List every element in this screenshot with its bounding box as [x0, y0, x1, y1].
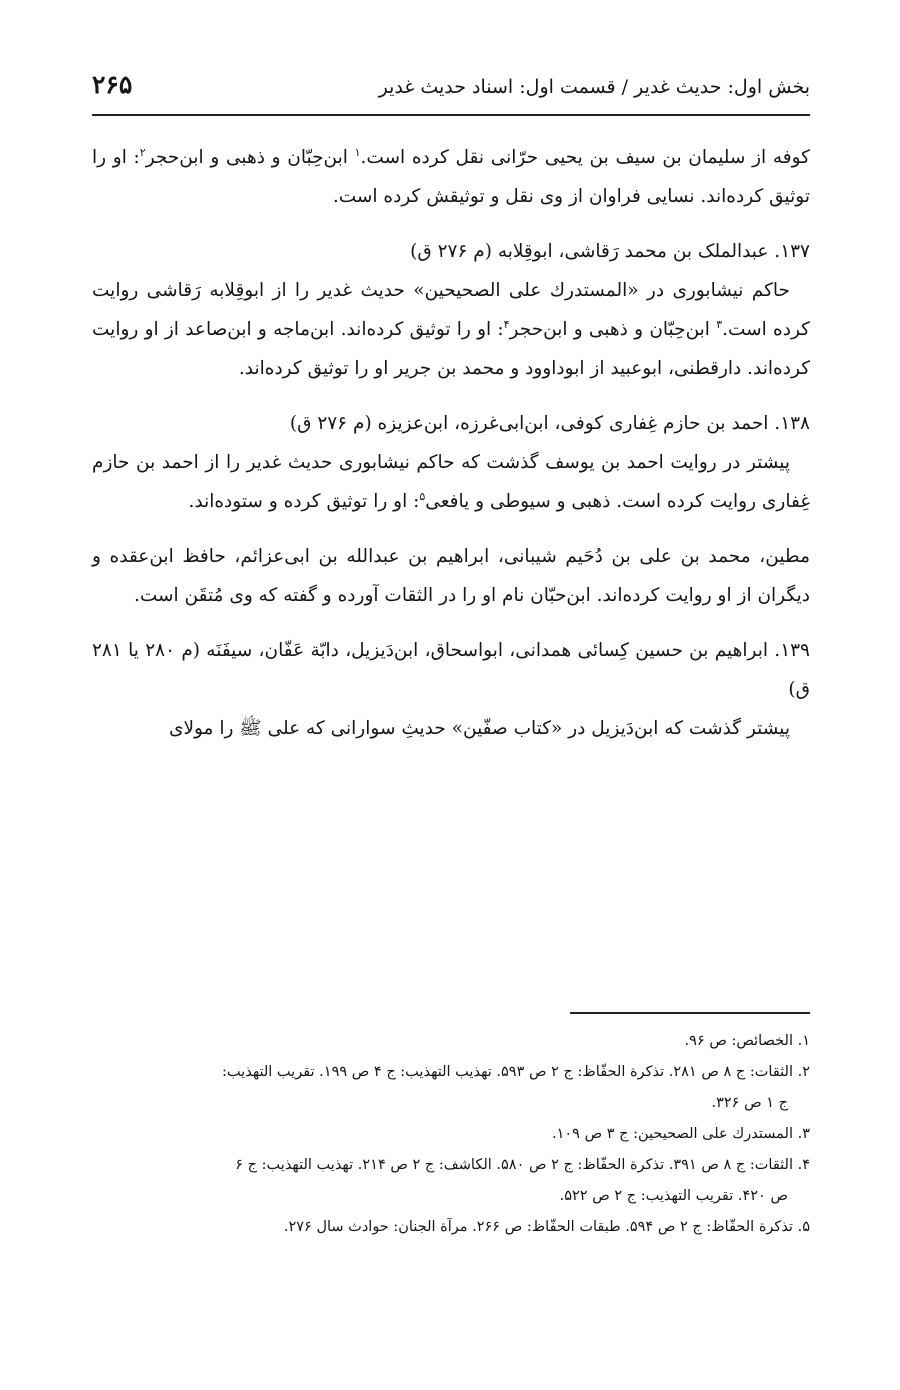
- footnote-ref-4: ۴: [503, 317, 510, 331]
- footnote-ref-3: ۳: [716, 317, 723, 331]
- entry-paragraph-137: حاکم نیشابوری در «المستدرك علی الصحیحین» حدیث غدیر را از ابوقِلابه رَقاشی روایت کرده است.$^۳$ ابن‌حِبّان و ذهبی و ابن‌حجر$^۴$: او را توثیق کرده‌اند. ابن‌ماجه و ابن‌صاعد از او روایت کرده‌اند. دارقطنی، ابوعبید از ابوداوود و محمد بن جریر او را توثیق کرده‌اند.: [92, 280, 810, 379]
- footnote-ref-1: ۱: [354, 145, 361, 159]
- footnotes: [92, 1026, 810, 1243]
- page-header: [92, 70, 810, 116]
- entry-heading-138: ۱۳۸. احمد بن حازم غِفاری کوفی، ابن‌ابی‌غرزه، ابن‌عزیزه (م ۲۷۶ ق): [289, 413, 810, 434]
- footnote-2: ۲. الثقات: ج ۸ ص ۲۸۱. تذکرة الحفّاظ: ج ۲ ص ۵۹۳. تهذیب التهذیب: ج ۴ ص ۱۹۹. تقریب التهذیب:: [222, 1064, 810, 1080]
- footnote-1: ۱. الخصائص: ص ۹۶.: [684, 1033, 810, 1049]
- running-title: بخش اول: حدیث غدیر / قسمت اول: اسناد حدیث غدیر: [378, 76, 810, 98]
- footnote-2-continued: ج ۱ ص ۳۲۶.: [711, 1095, 788, 1111]
- footnote-ref-2: ۲: [139, 145, 146, 159]
- footnote-ref-5: ۵: [419, 489, 426, 503]
- entry-paragraph-138: پیشتر در روایت احمد بن یوسف گذشت که حاکم نیشابوری حدیث غدیر را از احمد بن حازم غِفاری روایت کرده است. ذهبی و سیوطی و یافعی$^۵$: او را توثیق کرده و ستوده‌اند.: [92, 452, 810, 512]
- footnote-divider: [570, 1012, 810, 1014]
- entry-heading-137: ۱۳۷. عبدالملک بن محمد رَقاشی، ابوقِلابه (م ۲۷۶ ق): [410, 241, 810, 262]
- footnote-5: ۵. تذکرة الحفّاظ: ج ۲ ص ۵۹۴. طبقات الحفّاظ: ص ۲۶۶. مرآة الجنان: حوادث سال ۲۷۶.: [283, 1219, 810, 1235]
- page-number: ۲۶۵: [92, 70, 133, 99]
- footnote-3: ۳. المستدرك علی الصحیحین: ج ۳ ص ۱۰۹.: [552, 1126, 810, 1142]
- entry-heading-139: ۱۳۹. ابراهیم بن حسین کِسائی همدانی، ابواسحاق، ابن‌دَیزیل، دابّة عَفّان، سیفَنَه (م ۲۸۰ یا ۲۸۱ ق): [92, 640, 810, 700]
- entry-paragraph-138-continued: مطین، محمد بن علی بن دُحَیم شیبانی، ابراهیم بن عبدالله بن ابی‌عزائم، حافظ ابن‌عقده و دیگران از او روایت کرده‌اند. ابن‌حبّان نام او را در الثقات آورده و گفته که وی مُتقَن است.: [92, 546, 810, 606]
- entry-paragraph-139: پیشتر گذشت که ابن‌دَیزیل در «کتاب صفّین» حدیثِ سوارانی که علی ﷺ را مولای: [168, 718, 790, 739]
- main-text: [92, 138, 810, 748]
- footnote-4-continued: ص ۴۲۰. تقریب التهذیب: ج ۲ ص ۵۲۲.: [559, 1188, 788, 1204]
- footnote-4: ۴. الثقات: ج ۸ ص ۳۹۱. تذکرة الحفّاظ: ج ۲ ص ۵۸۰. الکاشف: ج ۲ ص ۲۱۴. تهذیب التهذیب: ج ۶: [235, 1157, 810, 1173]
- paragraph-continuation: کوفه از سلیمان بن سیف بن یحیی حرّانی نقل کرده است.$^۱$ ابن‌حِبّان و ذهبی و ابن‌حجر$^۲$: او را توثیق کرده‌اند. نسایی فراوان از وی نقل و توثیقش کرده است.: [92, 145, 810, 207]
